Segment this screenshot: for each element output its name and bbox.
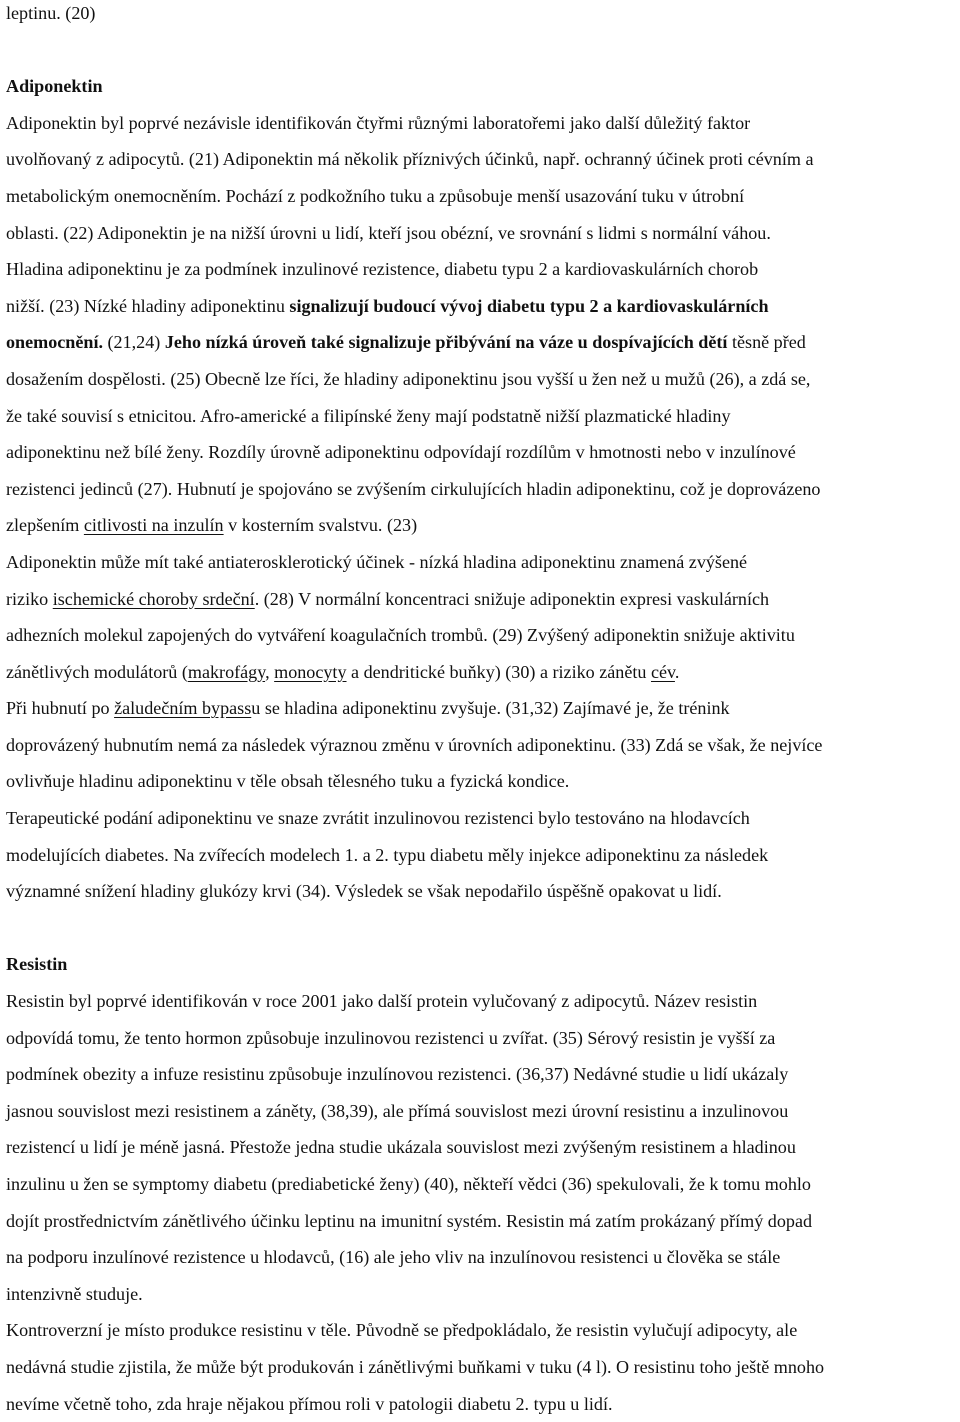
link-ischemicke-choroby-srdecni[interactable]: ischemické choroby srdeční: [52, 588, 255, 609]
text-line: zlepšením citlivosti na inzulín v kosterním svalstvu. (23): [6, 515, 418, 536]
text-line: nevíme včetně toho, zda hraje nějakou přímou roli v patologii diabetu 2. typu u lidí.: [6, 1393, 613, 1414]
bold-phrase: onemocnění.: [6, 332, 103, 353]
text-line: metabolickým onemocněním. Pochází z podkožního tuku a způsobuje menší usazování tuku v útrobní: [6, 185, 745, 206]
resistin-body: [6, 983, 954, 1422]
text-line: Hladina adiponektinu je za podmínek inzulinové rezistence, diabetu typu 2 a kardiovaskulárních chorob: [6, 259, 759, 280]
text-line: rezistenci jedinců (27). Hubnutí je spojováno se zvýšením cirkulujících hladin adiponektinu, což je doprovázeno: [6, 478, 821, 499]
text-line: uvolňovaný z adipocytů. (21) Adiponektin má několik příznivých účinků, např. ochranný účinek proti cévním a: [6, 149, 814, 170]
text-line: Adiponektin může mít také antiaterosklerotický účinek - nízká hladina adiponektinu znamená zvýšené: [6, 551, 748, 572]
text-line: podmínek obezity a infuze resistinu způsobuje inzulínovou rezistenci. (36,37) Nedávné studie u lidí ukázaly: [6, 1064, 789, 1085]
adiponektin-body: [6, 105, 954, 910]
link-citlivost-na-inzulin[interactable]: citlivosti na inzulín: [83, 515, 224, 536]
spacer: [6, 32, 954, 69]
text-line: oblasti. (22) Adiponektin je na nižší úrovni u lidí, kteří jsou obézní, ve srovnání s lidmi s normální váhou.: [6, 222, 771, 243]
text-line: modelujících diabetes. Na zvířecích modelech 1. a 2. typu diabetu měly injekce adiponektinu za následek: [6, 844, 769, 865]
spacer: [6, 910, 954, 947]
text-line: dosažením dospělosti. (25) Obecně lze říci, že hladiny adiponektinu jsou vyšší u žen než u mužů (26), a zdá se,: [6, 368, 811, 389]
text-line: ovlivňuje hladinu adiponektinu v těle obsah tělesného tuku a fyzická kondice.: [6, 771, 570, 792]
text-line: adhezních molekul zapojených do vytváření koagulačních trombů. (29) Zvýšený adiponektin snižuje aktivitu: [6, 625, 795, 646]
text-line: Terapeutické podání adiponektinu ve snaze zvrátit inzulinovou rezistenci bylo testováno na hlodavcích: [6, 808, 750, 829]
link-monocyty[interactable]: monocyty: [274, 661, 347, 682]
text-line: nižší. (23) Nízké hladiny adiponektinu signalizují budoucí vývoj diabetu typu 2 a kardiovaskulárních: [6, 295, 769, 316]
section-heading-resistin: Resistin: [6, 954, 68, 975]
text-line: na podporu inzulínové rezistence u hlodavců, (16) ale jeho vliv na inzulínovou resistenci u člověka se stále: [6, 1247, 781, 1268]
text-line: doprovázený hubnutím nemá za následek výraznou změnu v úrovních adiponektinu. (33) Zdá se však, že nejvíce: [6, 734, 823, 755]
link-cev[interactable]: cév: [650, 661, 675, 682]
bold-phrase: signalizují budoucí vývoj diabetu typu 2 a kardiovaskulárních: [289, 295, 769, 316]
text-line: riziko ischemické choroby srdeční. (28) V normální koncentraci snižuje adiponektin expresi vaskulárních: [6, 588, 770, 609]
text-line: adiponektinu než bílé ženy. Rozdíly úrovně adiponektinu odpovídají rozdílům v hmotnosti nebo v inzulínové: [6, 442, 796, 463]
bold-phrase: Jeho nízká úroveň také signalizuje přibývání na váze u dospívajících dětí: [164, 332, 728, 353]
intro-tail-text: leptinu. (20): [6, 3, 96, 23]
text-line: jasnou souvislost mezi resistinem a záněty, (38,39), ale přímá souvislost mezi úrovní resistinu a inzulinovou: [6, 1100, 789, 1121]
text-line: Resistin byl poprvé identifikován v roce 2001 jako další protein vylučovaný z adipocytů. Název resistin: [6, 991, 758, 1012]
text-line: Kontroverzní je místo produkce resistinu v těle. Původně se předpokládalo, že resistin vylučují adipocyty, ale: [6, 1320, 798, 1341]
text-line: že také souvisí s etnicitou. Afro-americké a filipínské ženy mají podstatně nižší plazmatické hladiny: [6, 405, 731, 426]
text-line: Adiponektin byl poprvé nezávisle identifikován čtyřmi různými laboratořemi jako další důležitý faktor: [6, 112, 751, 133]
text-line: významné snížení hladiny glukózy krvi (34). Výsledek se však nepodařilo úspěšně opakovat u lidí.: [6, 881, 722, 902]
link-makrofagy[interactable]: makrofágy: [187, 661, 266, 682]
text-line: zánětlivých modulátorů (makrofágy, monocyty a dendritické buňky) (30) a riziko zánětu cév.: [6, 661, 680, 682]
text-line: inzulinu u žen se symptomy diabetu (prediabetické ženy) (40), někteří vědci (36) spekulovali, že k tomu mohlo: [6, 1174, 811, 1194]
link-zaludecni-bypass[interactable]: žaludečním bypass: [114, 698, 252, 719]
text-line: odpovídá tomu, že tento hormon způsobuje inzulinovou rezistenci u zvířat. (35) Sérový resistin je vyšší za: [6, 1027, 776, 1048]
text-line: intenzivně studuje.: [6, 1283, 143, 1304]
text-line: dojít prostřednictvím zánětlivého účinku leptinu na imunitní systém. Resistin má zatím prokázaný přímý dopad: [6, 1210, 813, 1231]
text-line: nedávná studie zjistila, že může být produkován i zánětlivými buňkami v tuku (4 l). O resistinu toho ještě mnoho: [6, 1356, 825, 1377]
section-heading-adiponektin: Adiponektin: [6, 76, 103, 97]
text-line: Při hubnutí po žaludečním bypassu se hladina adiponektinu zvyšuje. (31,32) Zajímavé je, že trénink: [6, 698, 730, 719]
text-line: onemocnění. (21,24) Jeho nízká úroveň také signalizuje přibývání na váze u dospívajících dětí těsně před: [6, 332, 806, 353]
text-line: rezistencí u lidí je méně jasná. Přestože jedna studie ukázala souvislost mezi zvýšeným resistinem a hladinou: [6, 1137, 796, 1158]
